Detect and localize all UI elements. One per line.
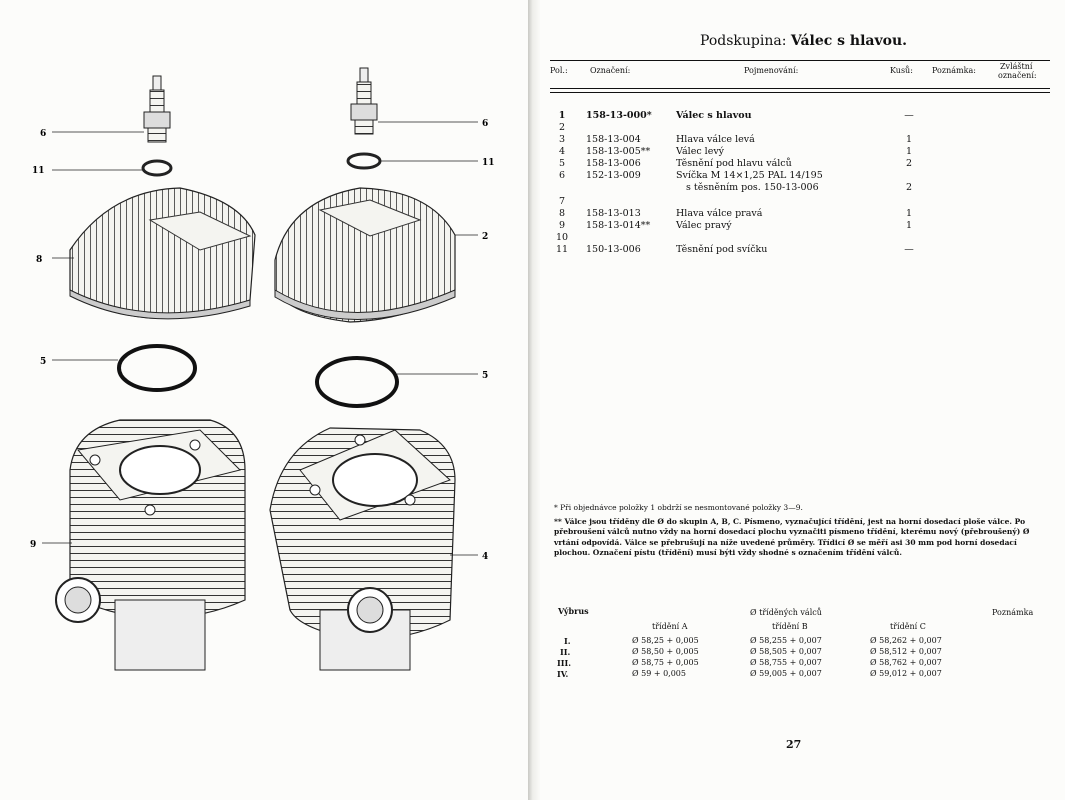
page-title [700,33,907,49]
cylinder-left [56,420,245,670]
cylinder-right [270,428,455,670]
grade-class-a: třídění A [652,622,688,631]
footnote-2: ** Válce jsou tříděny dle Ø do skupin A, B, C. Písmeno, vyznačující třídění, jest na horní dosedací ploše válce. Po přebroušení válců nutno vždy na horní dosedací plochu vyznačiti písmeno třídění, kterému nový (přebroušený) Ø vrtání odpovídá. Válce se přebrušují na níže uvedené průměry. Třídicí Ø se měří asi 30 mm pod horní dosedací plochou. Označení pístu (třídění) musí býti vždy shodné s označením třídění válců. [554,516,1030,557]
table-row-qty: 2 [905,182,913,193]
grade-row-c: Ø 58,262 + 0,007 [870,636,942,645]
grade-row-c: Ø 58,512 + 0,007 [870,647,942,656]
grade-row-b: Ø 58,505 + 0,007 [750,647,822,656]
table-row-name: Válec levý [676,146,725,157]
table-row-code: 158-13-000* [586,110,652,121]
table-row-name: Válec s hlavou [676,110,752,121]
table-row-qty: 1 [905,208,913,219]
table-row-pos: 8 [558,208,566,219]
grade-row-b: Ø 58,255 + 0,007 [750,636,822,645]
grade-row-b: Ø 59,005 + 0,007 [750,669,822,678]
grade-row-a: Ø 58,50 + 0,005 [632,647,699,656]
cylinder-head-right [275,188,455,322]
callout-label: 5 [482,371,489,381]
header-special-1: Zvláštní [1000,62,1033,71]
table-row-pos: 3 [558,134,566,145]
header-code: Označení: [590,66,631,75]
table-row-pos: 6 [558,170,566,181]
table-row-pos: 5 [558,158,566,169]
table-row-pos: 7 [558,196,566,207]
table-row-pos: 9 [558,220,566,231]
header-pos: Pol.: [550,66,568,75]
table-row-code: 158-13-006 [586,158,641,169]
book-gutter [528,0,540,800]
grade-row-vybrus: II. [560,647,571,657]
table-row-code: 158-13-004 [586,134,641,145]
callout-label: 2 [482,232,489,242]
table-row-name: s těsněním pos. 150-13-006 [686,182,819,193]
grade-group-label: Ø tříděných válců [750,608,822,617]
table-row-name: Těsnění pod svíčku [676,244,768,255]
table-row-qty: 1 [905,146,913,157]
grade-note-label: Poznámka [992,608,1034,617]
grade-vybrus-label: Výbrus [558,606,589,616]
grade-row-vybrus: I. [564,636,571,646]
spark-plug-washer-right [348,154,380,168]
callout-label: 6 [482,119,489,129]
callout-label: 11 [482,158,495,168]
header-qty: Kusů: [890,66,913,75]
page-number: 27 [786,738,802,751]
callout-label: 8 [36,255,43,265]
cylinder-head-left [70,188,255,319]
grade-row-vybrus: III. [557,658,572,668]
subgroup-prefix: Podskupina: [700,33,787,49]
table-row-qty: — [904,244,914,255]
grade-row-c: Ø 59,012 + 0,007 [870,669,942,678]
header-name: Pojmenování: [744,66,799,75]
table-row-name: Svíčka M 14×1,25 PAL 14/195 [676,170,823,181]
table-top-rule [550,60,1050,61]
head-gasket-left [119,346,195,390]
right-page-parts-list [540,0,1065,800]
grade-row-c: Ø 58,762 + 0,007 [870,658,942,667]
header-note: Poznámka: [932,66,976,75]
left-page-illustration [0,0,528,800]
table-row-name: Těsnění pod hlavu válců [676,158,792,169]
table-row-code: 152-13-009 [586,170,641,181]
head-gasket-right [317,358,397,406]
table-row-pos: 4 [558,146,566,157]
table-row-qty: 1 [905,134,913,145]
table-row-code: 158-13-014** [586,220,651,231]
grade-row-vybrus: IV. [557,669,569,679]
spark-plug-washer-left [143,161,171,175]
table-row-pos: 10 [555,232,569,243]
spark-plug-right [351,68,377,134]
table-row-qty: 2 [905,158,913,169]
table-row-code: 158-13-013 [586,208,641,219]
table-row-pos: 2 [558,122,566,133]
table-row-pos: 1 [558,110,566,121]
table-row-qty: — [904,110,914,121]
grade-row-b: Ø 58,755 + 0,007 [750,658,822,667]
spark-plug-left [144,76,170,142]
callout-label: 11 [32,166,45,176]
table-header-rule [550,88,1050,89]
table-row-code: 158-13-005** [586,146,651,157]
footnote-1: * Při objednávce položky 1 obdrží se nesmontované položky 3—9. [554,503,803,512]
table-row-code: 150-13-006 [586,244,641,255]
callout-label: 9 [30,540,37,550]
table-row-name: Hlava válce pravá [676,208,763,219]
grade-row-a: Ø 58,75 + 0,005 [632,658,699,667]
grade-class-c: třídění C [890,622,926,631]
table-row-name: Válec pravý [676,220,732,231]
grade-row-a: Ø 58,25 + 0,005 [632,636,699,645]
footnotes [554,503,1050,559]
callout-label: 5 [40,357,47,367]
subgroup-name: Válec s hlavou. [790,33,908,49]
callout-label: 6 [40,129,47,139]
header-special-2: označení: [998,71,1037,80]
table-row-pos: 11 [555,244,569,255]
exploded-view-drawing [0,0,528,800]
table-row-name: Hlava válce levá [676,134,755,145]
callout-label: 4 [482,552,489,562]
table-header-rule-2 [550,92,1050,93]
grade-row-a: Ø 59 + 0,005 [632,669,686,678]
table-row-qty: 1 [905,220,913,231]
grade-class-b: třídění B [772,622,808,631]
